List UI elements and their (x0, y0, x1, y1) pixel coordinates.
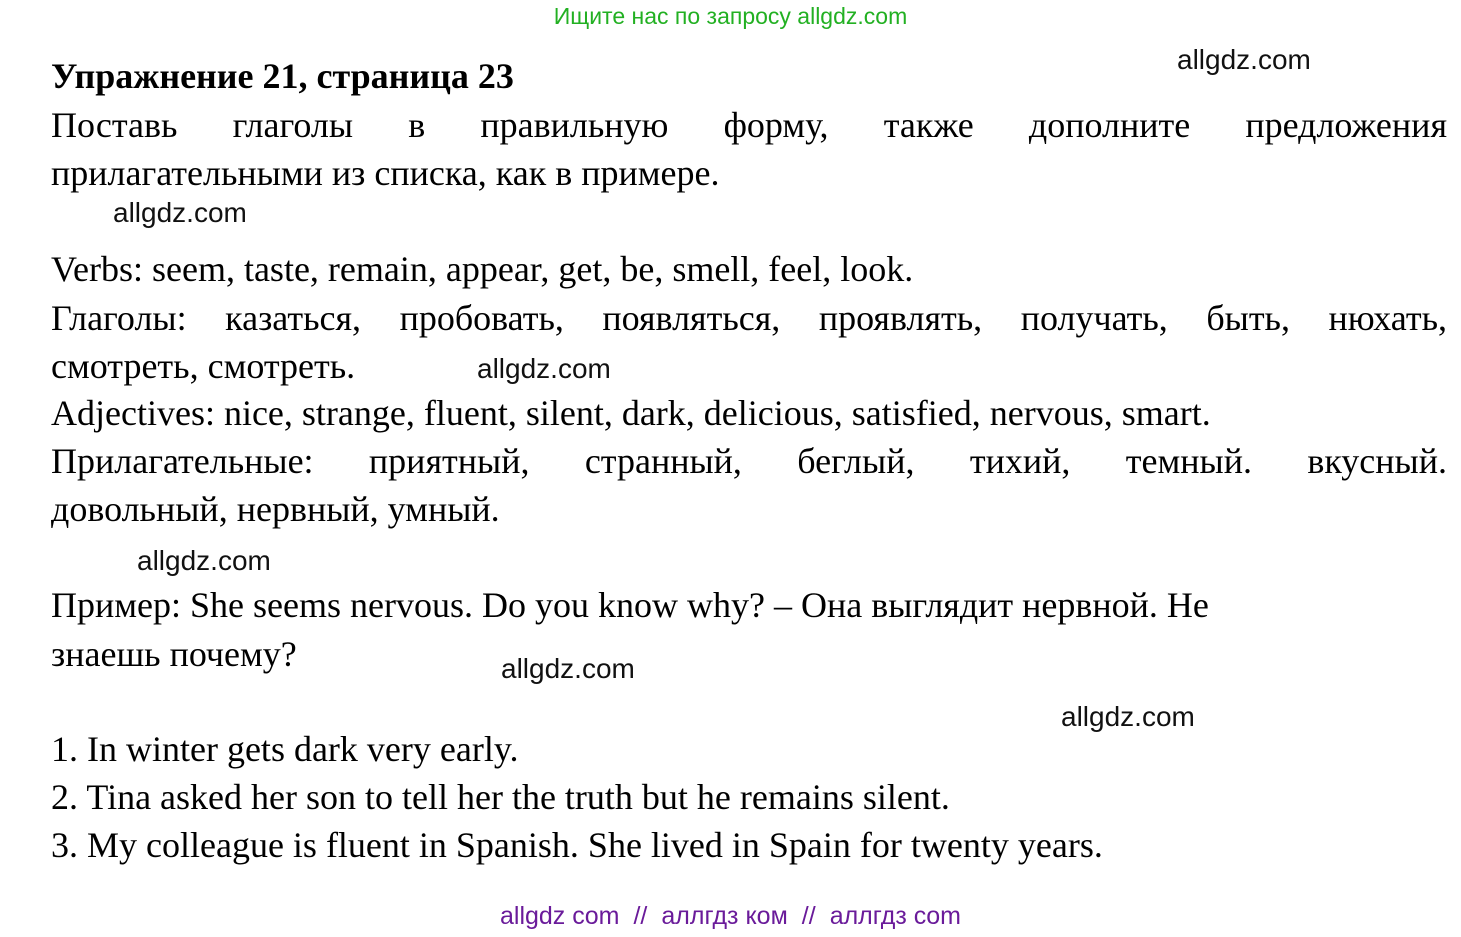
watermark: allgdz.com (137, 545, 271, 576)
answer-1: 1. In winter gets dark very early. (51, 729, 519, 769)
example-line-2: знаешь почему? (51, 634, 297, 674)
bottom-banner (0, 900, 1461, 932)
example-line-1: Пример: She seems nervous. Do you know why? – Она выглядит нервной. Не (51, 585, 1209, 625)
adjectives-english: Adjectives: nice, strange, fluent, silent, dark, delicious, satisfied, nervous, smart. (51, 393, 1211, 433)
footer-link-3: аллгдз com (829, 902, 961, 930)
watermark: allgdz.com (1061, 701, 1195, 732)
adjectives-russian-line-1: Прилагательные: приятный, странный, беглый, тихий, темный. вкусный. (51, 441, 1447, 481)
watermark: allgdz.com (501, 653, 635, 684)
instruction-line-2: прилагательными из списка, как в примере. (51, 153, 720, 193)
answer-3: 3. My colleague is fluent in Spanish. She lived in Spain for twenty years. (51, 825, 1103, 865)
verbs-russian-line-1: Глаголы: казаться, пробовать, появляться, проявлять, получать, быть, нюхать, (51, 298, 1447, 338)
watermark: allgdz.com (1177, 44, 1311, 75)
adjectives-russian-line-2: довольный, нервный, умный. (51, 489, 500, 529)
watermark: allgdz.com (477, 353, 611, 384)
footer-separator: // (633, 902, 648, 930)
verbs-english: Verbs: seem, taste, remain, appear, get, be, smell, feel, look. (51, 249, 914, 289)
watermark: allgdz.com (113, 197, 247, 228)
footer-link-2: аллгдз ком (661, 902, 788, 930)
answer-2: 2. Tina asked her son to tell her the truth but he remains silent. (51, 777, 950, 817)
verbs-russian-line-2: смотреть, смотреть. (51, 346, 356, 386)
top-banner: Ищите нас по запросу allgdz.com (553, 3, 908, 29)
exercise-title: Упражнение 21, страница 23 (51, 56, 514, 96)
footer-link-1: allgdz com (499, 902, 620, 930)
footer-separator: // (801, 902, 816, 930)
instruction-line-1: Поставь глаголы в правильную форму, также дополните предложения (51, 105, 1447, 145)
